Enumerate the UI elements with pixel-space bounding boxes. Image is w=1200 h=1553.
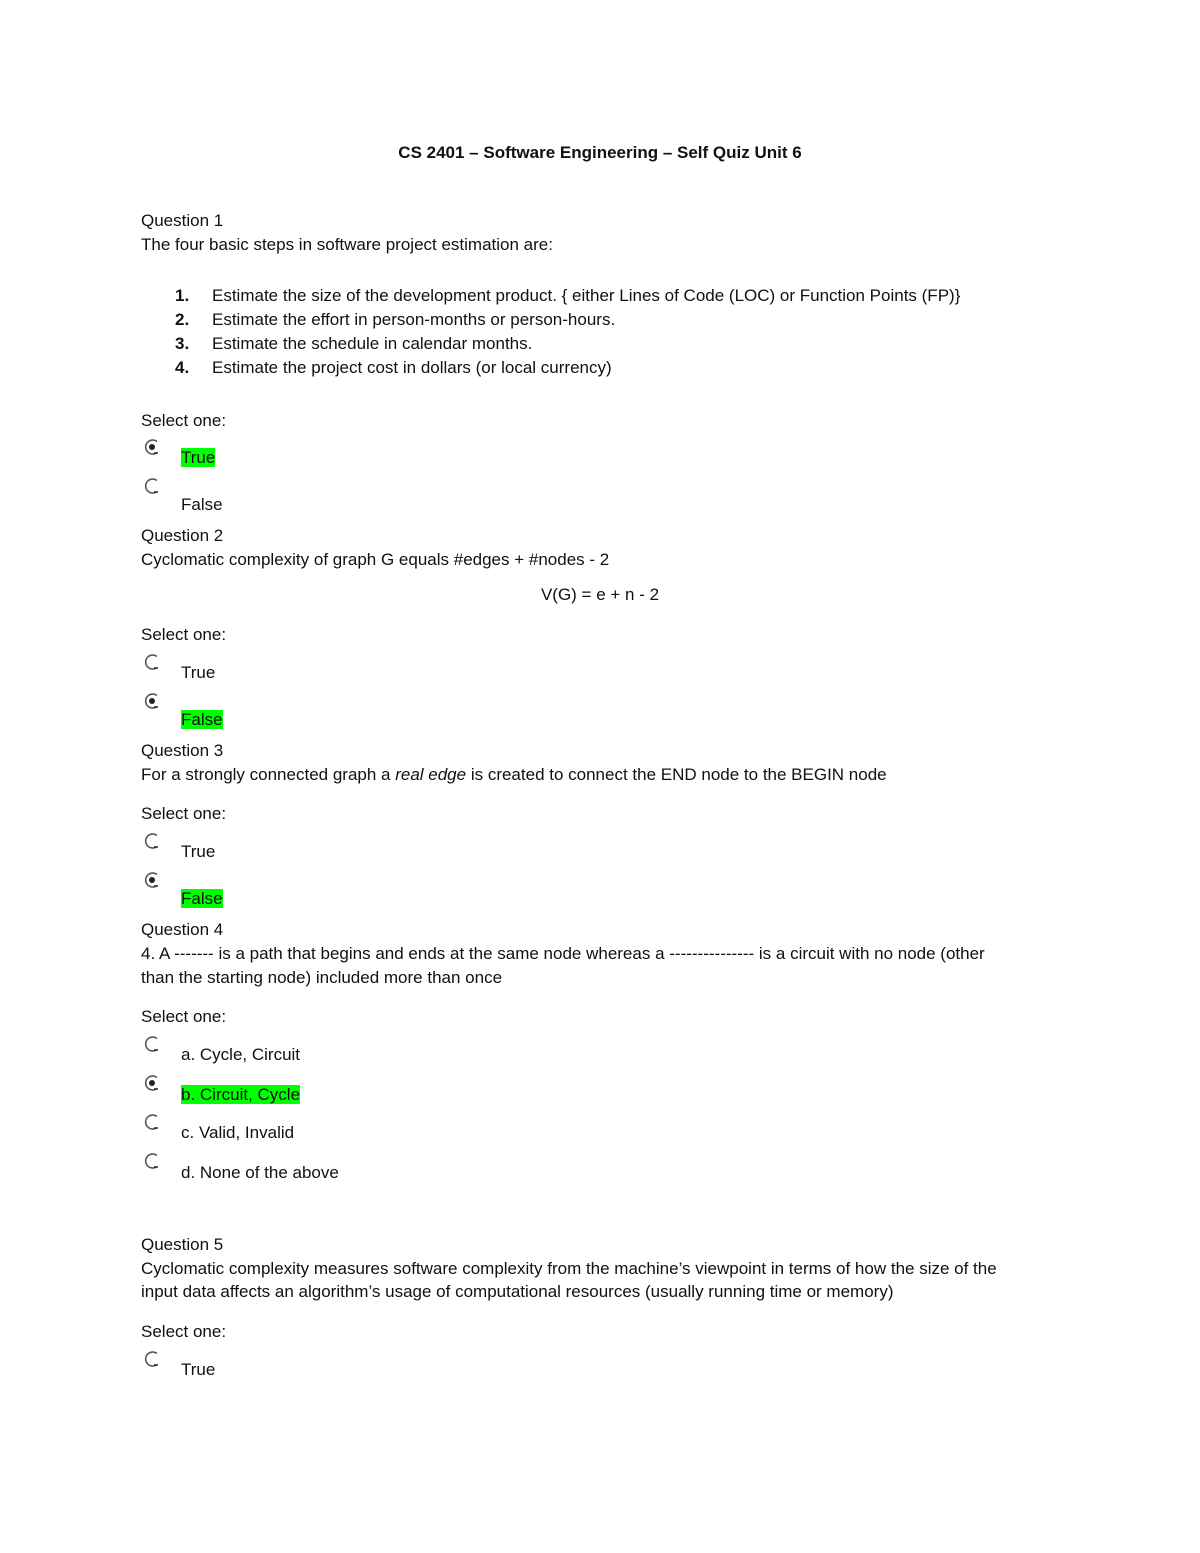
radio-selected-icon[interactable]: [143, 438, 161, 456]
question-1-text: The four basic steps in software project estimation are:: [141, 235, 553, 254]
select-one-label: Select one:: [141, 1007, 227, 1026]
select-one-label: Select one:: [141, 411, 227, 430]
select-one-label: Select one:: [141, 804, 227, 823]
option-label[interactable]: True: [181, 1360, 216, 1379]
option-label[interactable]: c. Valid, Invalid: [181, 1123, 295, 1142]
option-label[interactable]: a. Cycle, Circuit: [181, 1045, 301, 1064]
radio-icon[interactable]: [143, 1113, 161, 1131]
question-5-heading: Question 5: [141, 1235, 224, 1254]
select-one-label: Select one:: [141, 1322, 227, 1341]
option-label[interactable]: False: [181, 889, 223, 908]
question-4-text: 4. A ------- is a path that begins and ends at the same node whereas a --------------- is a circuit with no node (other: [141, 944, 985, 963]
step-number: 3.: [175, 334, 190, 353]
question-5-text: Cyclomatic complexity measures software complexity from the machine’s viewpoint in terms of how the size of the: [141, 1259, 997, 1278]
step-number: 1.: [175, 286, 190, 305]
option-label[interactable]: False: [181, 710, 223, 729]
option-label[interactable]: True: [181, 448, 216, 467]
option-label[interactable]: d. None of the above: [181, 1163, 339, 1182]
option-label[interactable]: False: [181, 495, 223, 514]
question-4-text: than the starting node) included more than once: [141, 968, 503, 987]
question-1-heading: Question 1: [141, 211, 224, 230]
step-text: Estimate the effort in person-months or person-hours.: [212, 310, 616, 329]
question-3-heading: Question 3: [141, 741, 224, 760]
step-text: Estimate the schedule in calendar months.: [212, 334, 533, 353]
radio-selected-icon[interactable]: [143, 1074, 161, 1092]
question-3-text: For a strongly connected graph a real edge is created to connect the END node to the BEGIN node: [141, 765, 887, 784]
option-label[interactable]: True: [181, 663, 216, 682]
radio-selected-icon[interactable]: [143, 692, 161, 710]
step-number: 2.: [175, 310, 190, 329]
question-2-text: Cyclomatic complexity of graph G equals #edges + #nodes - 2: [141, 550, 610, 569]
radio-icon[interactable]: [143, 1152, 161, 1170]
page-title: CS 2401 – Software Engineering – Self Quiz Unit 6: [398, 143, 802, 162]
option-label[interactable]: True: [181, 842, 216, 861]
step-text: Estimate the project cost in dollars (or local currency): [212, 358, 612, 377]
question-5-text: input data affects an algorithm’s usage of computational resources (usually running time or memory): [141, 1282, 894, 1301]
option-label[interactable]: b. Circuit, Cycle: [181, 1085, 301, 1104]
radio-icon[interactable]: [143, 832, 161, 850]
step-number: 4.: [175, 358, 190, 377]
question-2-heading: Question 2: [141, 526, 224, 545]
select-one-label: Select one:: [141, 625, 227, 644]
radio-icon[interactable]: [143, 1350, 161, 1368]
radio-icon[interactable]: [143, 1035, 161, 1053]
radio-icon[interactable]: [143, 653, 161, 671]
radio-selected-icon[interactable]: [143, 871, 161, 889]
radio-icon[interactable]: [143, 477, 161, 495]
formula: V(G) = e + n - 2: [540, 585, 660, 604]
question-4-heading: Question 4: [141, 920, 224, 939]
step-text: Estimate the size of the development product. { either Lines of Code (LOC) or Function Points (FP)}: [212, 286, 961, 305]
